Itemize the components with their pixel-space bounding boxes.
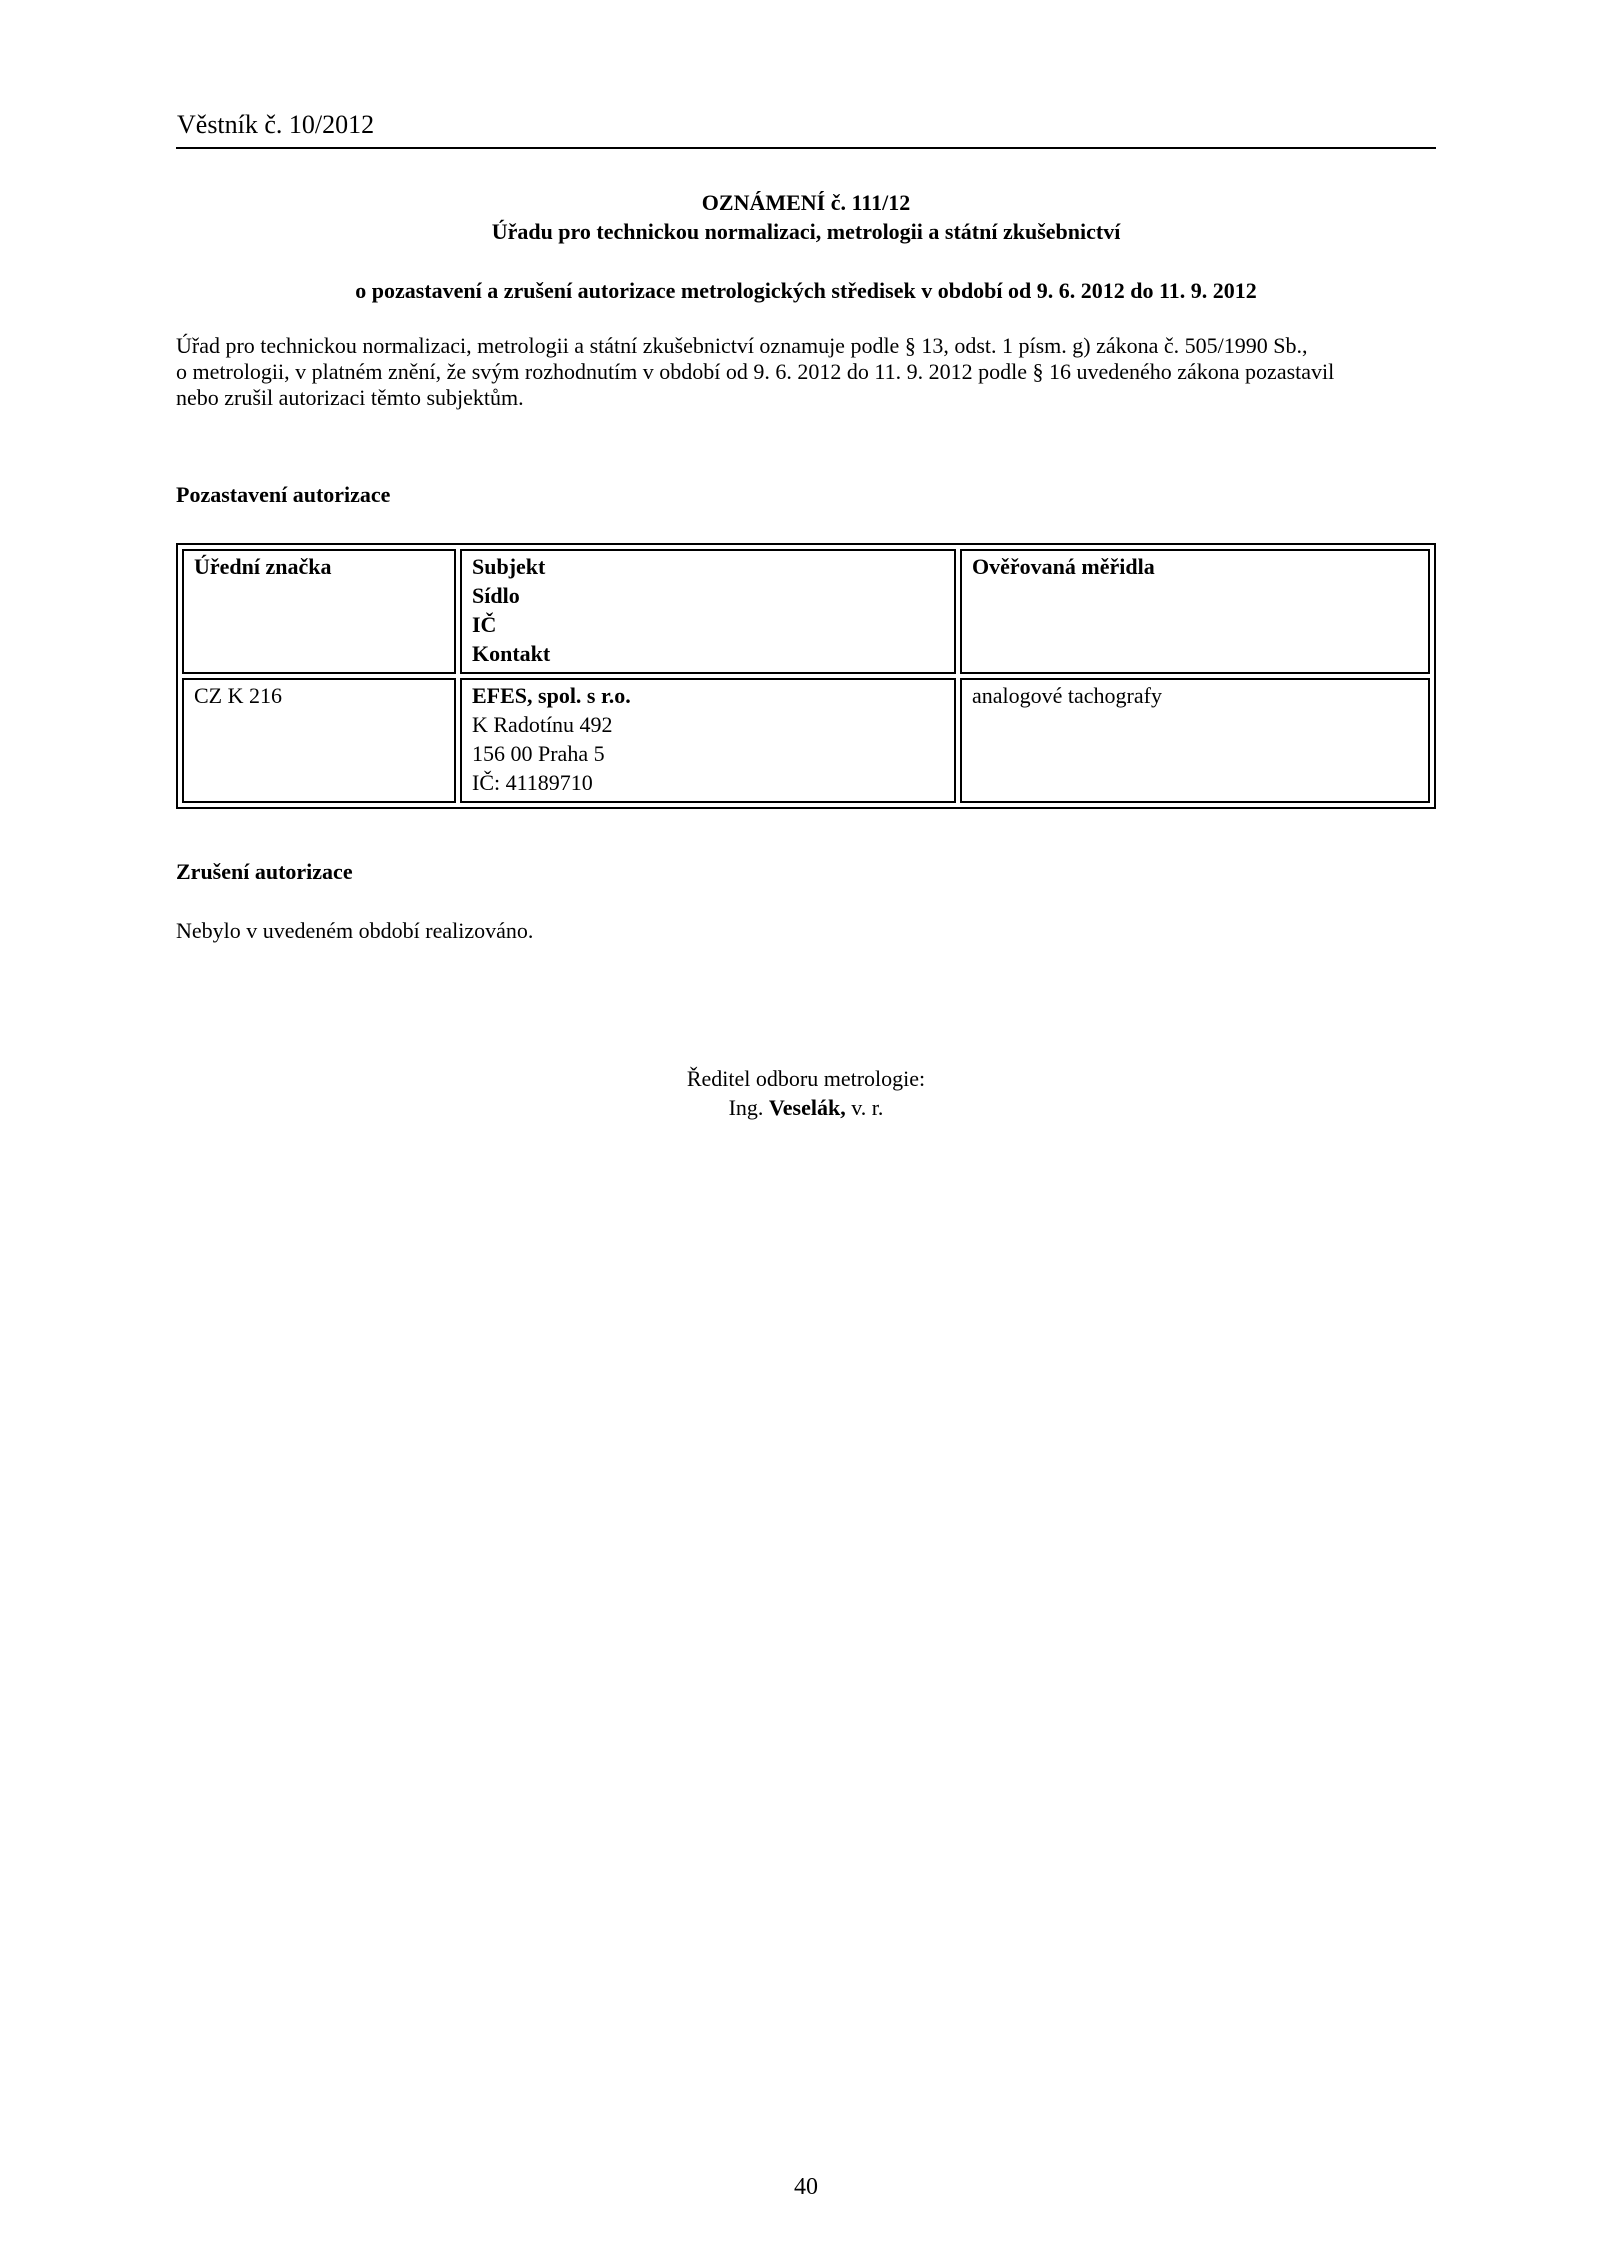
header-official-mark: Úřední značka xyxy=(182,549,456,674)
signature-title: Ing. xyxy=(728,1095,764,1120)
cell-official-mark: CZ K 216 xyxy=(182,678,456,803)
subject-street: K Radotínu 492 xyxy=(472,712,613,737)
signature-role: Ředitel odboru metrologie: xyxy=(686,1066,926,1091)
suspension-table xyxy=(176,543,1436,809)
signature-name: Veselák, xyxy=(768,1095,846,1120)
header-ic-line: IČ xyxy=(472,612,497,637)
cell-instruments: analogové tachografy xyxy=(960,678,1430,803)
intro-paragraph xyxy=(176,333,1438,411)
header-subject xyxy=(460,549,956,674)
revocation-text: Nebylo v uvedeném období realizováno. xyxy=(176,918,534,943)
cell-subject xyxy=(460,678,956,803)
header-contact-line: Kontakt xyxy=(472,641,551,666)
header-divider xyxy=(176,147,1436,149)
suspension-heading: Pozastavení autorizace xyxy=(176,482,391,507)
signature-name-line xyxy=(176,1093,1436,1123)
table-header-row xyxy=(182,549,1430,674)
header-instruments: Ověřovaná měřidla xyxy=(960,549,1430,674)
announcement-number: OZNÁMENÍ č. 111/12 xyxy=(701,190,911,215)
header-seat-line: Sídlo xyxy=(472,583,520,608)
subject-name: EFES, spol. s r.o. xyxy=(472,683,631,708)
journal-title: Věstník č. 10/2012 xyxy=(177,110,375,139)
intro-line: o metrologii, v platném znění, že svým rozhodnutím v období od 9. 6. 2012 do 11. 9. 2012 podle § 16 uvedeného zákona pozastavil xyxy=(176,359,1335,384)
intro-line: nebo zrušil autorizaci těmto subjektům. xyxy=(176,385,524,410)
announcement-subject: o pozastavení a zrušení autorizace metrologických středisek v období od 9. 6. 2012 do 11. 9. 2012 xyxy=(355,278,1257,303)
table-row xyxy=(182,678,1430,803)
announcement-issuer: Úřadu pro technickou normalizaci, metrologii a státní zkušebnictví xyxy=(491,219,1121,244)
revocation-heading: Zrušení autorizace xyxy=(176,859,353,884)
intro-line: Úřad pro technickou normalizaci, metrologii a státní zkušebnictví oznamuje podle § 13, odst. 1 písm. g) zákona č. 505/1990 Sb., xyxy=(176,333,1308,358)
page-number: 40 xyxy=(794,2174,818,2200)
subject-ic: IČ: 41189710 xyxy=(472,770,593,795)
subject-city: 156 00 Praha 5 xyxy=(472,741,605,766)
signature-suffix: v. r. xyxy=(851,1095,884,1120)
header-subject-line: Subjekt xyxy=(472,554,546,579)
